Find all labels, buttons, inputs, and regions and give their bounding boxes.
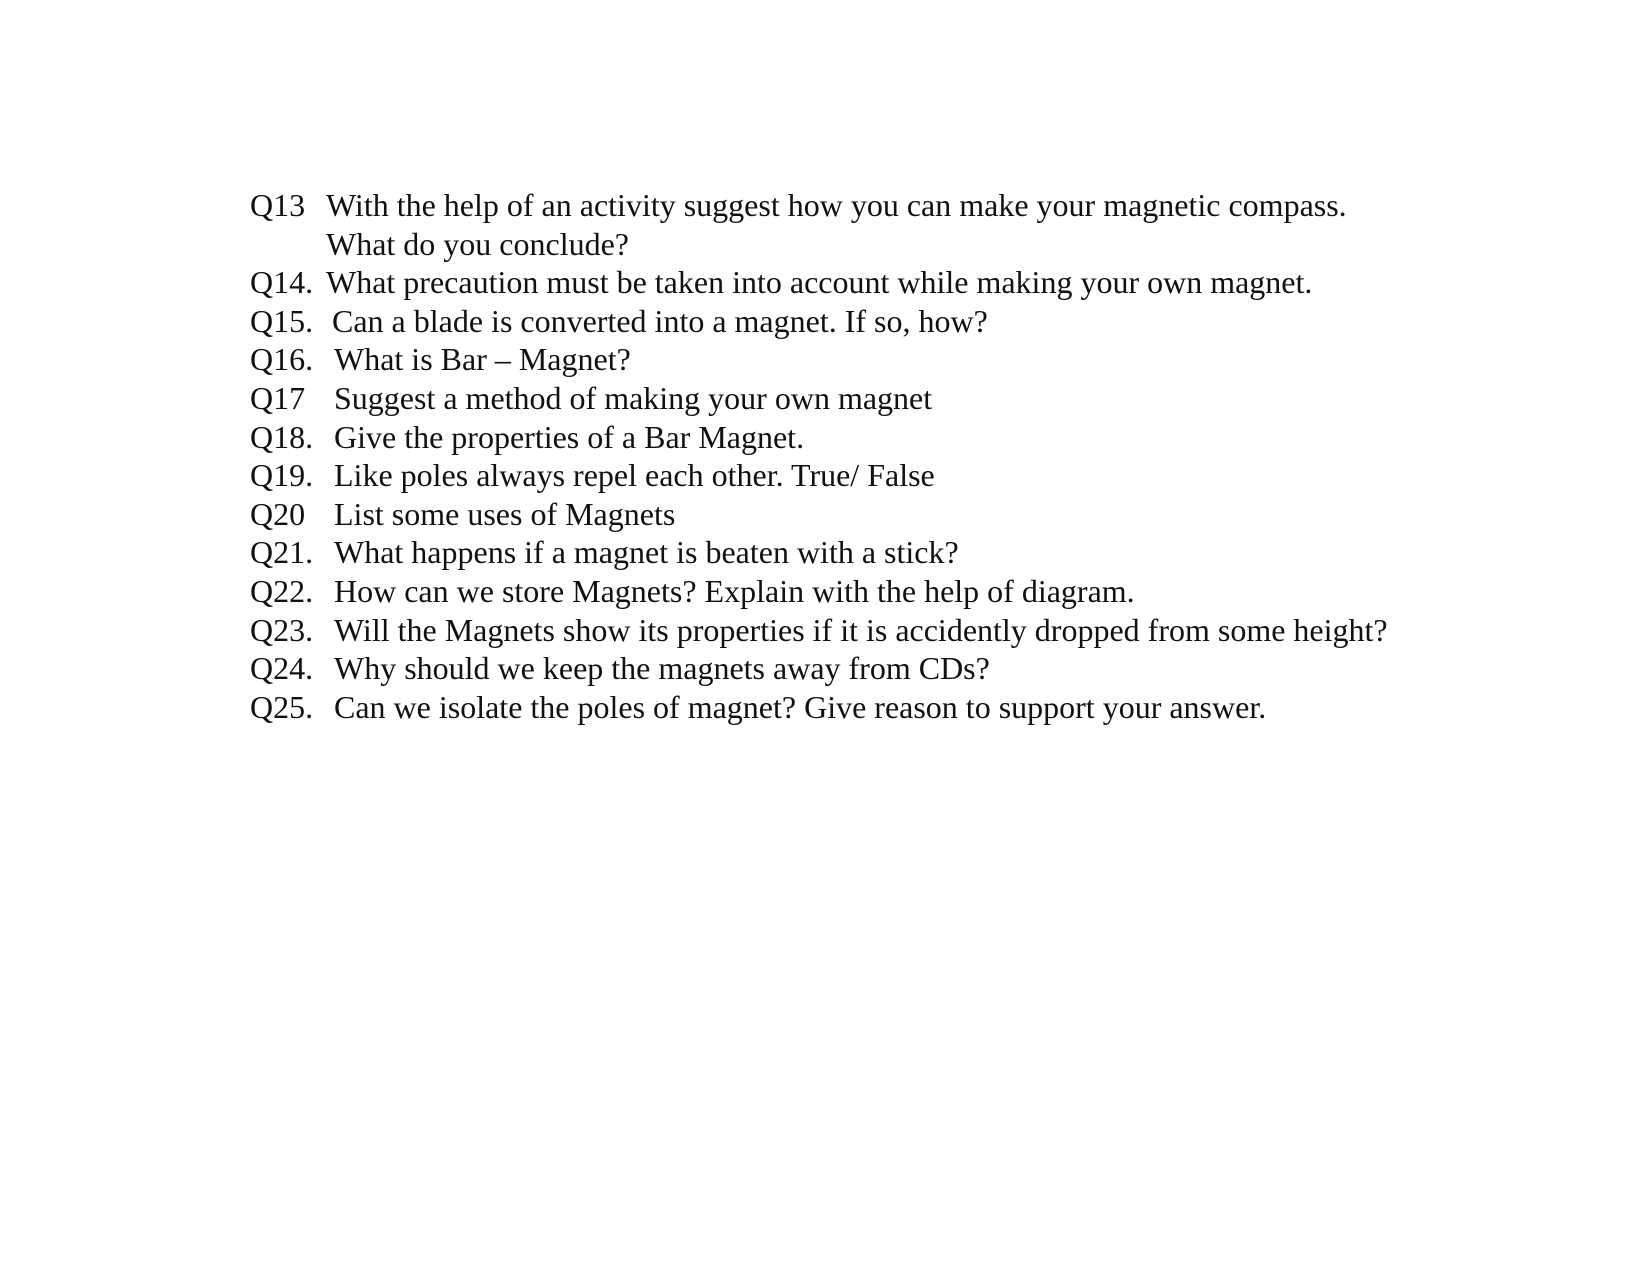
question-list [250,186,1550,726]
question-item [250,302,1550,341]
question-number: Q25. [250,688,314,725]
question-item [250,611,1550,650]
question-text: List some uses of Magnets [334,495,676,532]
question-text: Why should we keep the magnets away from CDs? [334,650,990,687]
question-item [250,340,1550,379]
question-number: Q22. [250,572,314,609]
question-number: Q15. [250,302,314,339]
question-item [250,495,1550,534]
question-text-continuation: What do you conclude? [326,225,629,262]
question-item [250,263,1550,302]
question-item [250,533,1550,572]
question-item [250,418,1550,457]
question-text: What precaution must be taken into account while making your own magnet. [326,264,1313,301]
question-item [250,649,1550,688]
question-text: Give the properties of a Bar Magnet. [334,418,805,455]
question-number: Q19. [250,457,314,494]
question-item [250,379,1550,418]
question-number: Q18. [250,418,314,455]
question-text: What is Bar – Magnet? [334,341,631,378]
question-item [250,572,1550,611]
question-number: Q24. [250,650,314,687]
question-number: Q17 [250,379,306,416]
question-item [250,186,1550,225]
question-number: Q14. [250,264,314,301]
question-text: Suggest a method of making your own magnet [334,379,933,416]
question-item [250,456,1550,495]
question-number: Q23. [250,611,314,648]
question-text: How can we store Magnets? Explain with the help of diagram. [334,572,1135,609]
question-number: Q20 [250,495,306,532]
question-text: With the help of an activity suggest how you can make your magnetic compass. [326,187,1347,223]
question-text: Will the Magnets show its properties if it is accidently dropped from some height? [334,611,1388,648]
question-text: Can we isolate the poles of magnet? Give reason to support your answer. [334,688,1267,725]
question-number: Q13 [250,187,306,223]
question-item [250,688,1550,727]
question-number: Q16. [250,341,314,378]
question-continuation-line [250,225,1550,264]
question-number: Q21. [250,534,314,571]
question-text: What happens if a magnet is beaten with a stick? [334,534,959,571]
question-text: Like poles always repel each other. True/ False [334,457,935,494]
question-text: Can a blade is converted into a magnet. If so, how? [332,302,988,339]
